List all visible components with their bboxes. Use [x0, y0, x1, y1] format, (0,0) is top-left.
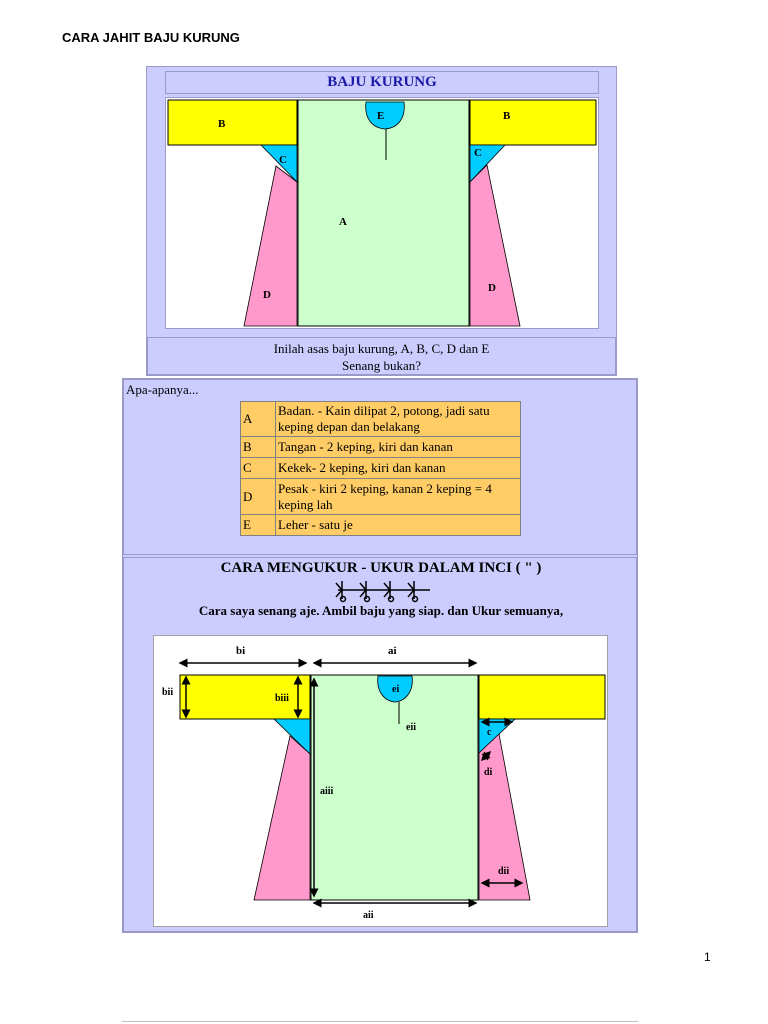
page-number: 1: [704, 950, 711, 964]
legend-table: [240, 401, 521, 536]
label-bi: bi: [236, 645, 246, 657]
label-b-left: B: [218, 118, 226, 130]
legend-desc: Badan. - Kain dilipat 2, potong, jadi satu keping depan dan belakang: [276, 402, 521, 437]
legend-key: B: [241, 437, 276, 458]
legend-key: C: [241, 458, 276, 479]
label-c: c: [487, 727, 492, 738]
side-left-d: [244, 166, 297, 326]
label-biii: biii: [275, 693, 289, 704]
label-c-right: C: [474, 147, 482, 159]
legend-desc: Kekek- 2 keping, kiri dan kanan: [276, 458, 521, 479]
legend-key: E: [241, 515, 276, 536]
label-ei: ei: [392, 684, 400, 695]
label-eii: eii: [406, 722, 416, 733]
legend-intro: Apa-apanya...: [126, 382, 199, 397]
caption-cell: [147, 337, 616, 375]
legend-desc: Leher - satu je: [276, 515, 521, 536]
legend-desc: Tangan - 2 keping, kiri dan kanan: [276, 437, 521, 458]
legend-key: D: [241, 479, 276, 515]
measurement-diagram: [154, 636, 607, 926]
legend-row: [241, 479, 521, 515]
table-title: BAJU KURUNG: [165, 71, 599, 94]
sleeve-left-b: [168, 100, 297, 145]
body-panel-a: [298, 100, 469, 326]
page-divider: [122, 1021, 638, 1022]
label-ai: ai: [388, 645, 397, 657]
scissors-divider-icon: [334, 577, 434, 603]
caption-line-2: Senang bukan?: [341, 358, 422, 373]
diagram2-frame: [153, 635, 608, 927]
diagram1-frame: [165, 97, 599, 329]
label-d-right: D: [488, 282, 496, 294]
legend-key: A: [241, 402, 276, 437]
legend-row: [241, 458, 521, 479]
label-e: E: [377, 110, 385, 122]
label-dii: dii: [498, 866, 510, 877]
side-right-d: [470, 165, 520, 326]
label-bii: bii: [162, 687, 174, 698]
legend-row: [241, 437, 521, 458]
label-b-right: B: [503, 110, 511, 122]
legend-desc: Pesak - kiri 2 keping, kanan 2 keping = 4 keping lah: [276, 479, 521, 515]
legend-row: [241, 515, 521, 536]
label-aiii: aiii: [320, 786, 334, 797]
document-header: CARA JAHIT BAJU KURUNG: [62, 30, 240, 45]
baju-kurung-diagram: [166, 98, 598, 328]
measure-title: CARA MENGUKUR - UKUR DALAM INCI ( " ): [220, 560, 542, 576]
label-aii: aii: [363, 910, 374, 921]
sleeve-right-b: [470, 100, 596, 145]
label-c-left: C: [279, 154, 287, 166]
label-a: A: [339, 216, 347, 228]
measure-subtitle: Cara saya senang aje. Ambil baju yang siap. dan Ukur semuanya,: [198, 603, 564, 618]
caption-line-1: Inilah asas baju kurung, A, B, C, D dan E: [273, 341, 490, 356]
label-di: di: [484, 767, 493, 778]
top-table: [146, 66, 617, 376]
legend-row: [241, 402, 521, 437]
label-d-left: D: [263, 289, 271, 301]
